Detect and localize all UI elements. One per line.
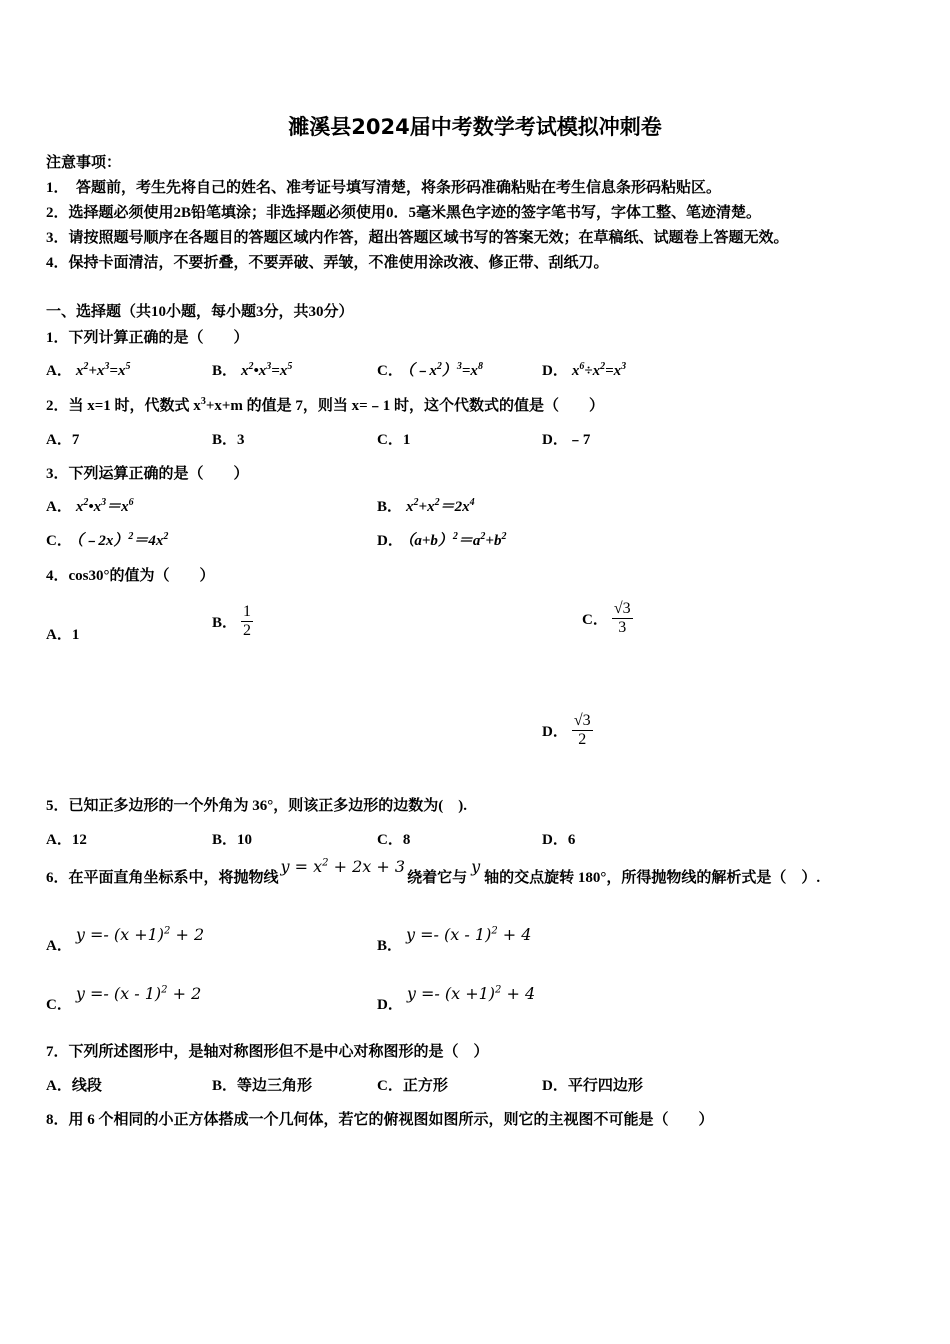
q4-option-d (542, 712, 593, 749)
q1-option-d (542, 359, 626, 380)
notice-heading: 注意事项： (46, 155, 122, 171)
q6-option-c-label: C． (46, 997, 72, 1013)
q7-option-b: B．等边三角形 (212, 1078, 313, 1094)
q1-option-a-label: A． (46, 363, 72, 379)
q2-stem: 2．当 x=1 时，代数式 $x^3+x+m$ 的值是 7，则当 x=﹣1 时，这个代数式的值是（ ） (46, 396, 604, 414)
q4-option-c-label: C． (582, 612, 608, 628)
q7-option-a: A．线段 (46, 1078, 102, 1094)
q4-stem: 4．cos30°的值为（ ） (46, 568, 215, 584)
q6-option-b-expr: y =- (x - 1)$^2$ + 4 (406, 925, 532, 944)
q4-option-d-numerator: √3 (573, 712, 591, 729)
q4-option-d-label: D． (542, 724, 568, 740)
q6-stem-post: 轴的交点旋转 180°，所得抛物线的解析式是（ ）. (484, 870, 821, 886)
q3-option-a (46, 495, 134, 516)
q6-stem-formula: $y = x^2 + 2x + 3$ (280, 857, 406, 876)
q4-option-c (582, 600, 633, 637)
q8-stem: 8．用 6 个相同的小正方体搭成一个几何体，若它的俯视图如图所示，则它的主视图不可能是（ ） (46, 1112, 714, 1128)
q3-option-b-expr: $x^2+x^2=2x^4$ (406, 497, 475, 515)
q2-option-b: B．3 (212, 432, 245, 448)
q4-option-c-numerator: √3 (613, 600, 631, 617)
q6-stem-pre: 6．在平面直角坐标系中，将抛物线 (46, 870, 279, 886)
q5-option-b: B．10 (212, 832, 253, 848)
q3-stem: 3．下列运算正确的是（ ） (46, 466, 249, 482)
q4-option-b-numerator: 1 (243, 603, 252, 620)
q3-option-b-label: B． (377, 499, 403, 515)
q1-option-d-label: D． (542, 363, 568, 379)
q3-option-d (377, 529, 506, 550)
q3-option-c-expr: $(﹣2x)^2=4x^2$ (75, 531, 169, 549)
q7-option-c: C．正方形 (377, 1078, 448, 1094)
q4-option-d-fraction (572, 712, 593, 749)
q1-option-a (46, 359, 130, 380)
q1-option-b (212, 359, 292, 380)
q1-option-c (377, 359, 483, 380)
q2-option-d: D．﹣7 (542, 432, 591, 448)
q1-option-d-expr: $x^6\div x^2=x^3$ (571, 361, 627, 379)
q1-option-a-expr: $x^2+x^3=x^5$ (75, 361, 131, 379)
q1-option-c-label: C． (377, 363, 403, 379)
q1-option-b-label: B． (212, 363, 238, 379)
q3-option-a-expr: $x^2•x^3=x^6$ (75, 497, 134, 515)
notice-item-2: 2．选择题必须使用2B铅笔填涂；非选择题必须使用0．5毫米黑色字迹的签字笔书写，字体工整、笔迹清楚。 (46, 205, 762, 221)
q5-option-a: A．12 (46, 832, 87, 848)
q2-option-c: C．1 (377, 432, 411, 448)
q5-option-d: D．6 (542, 832, 576, 848)
q2-option-a: A．7 (46, 432, 80, 448)
q1-option-b-expr: $x^2•x^3=x^5$ (241, 361, 293, 379)
q6-option-b (377, 924, 532, 954)
q6-option-d-label: D． (377, 997, 403, 1013)
q4-option-b-label: B． (212, 615, 238, 631)
q3-option-c (46, 529, 168, 550)
q4-option-b-denominator: 2 (243, 622, 252, 639)
q1-option-c-expr: $(﹣x^2)^3=x^8$ (406, 361, 483, 379)
notice-item-1: 1． 答题前，考生先将自己的姓名、准考证号填写清楚，将条形码准确粘贴在考生信息条形码粘贴区。 (46, 180, 722, 196)
notice-item-3: 3．请按照题号顺序在各题目的答题区域内作答，超出答题区域书写的答案无效；在草稿纸、试题卷上答题无效。 (46, 230, 789, 246)
q7-stem: 7．下列所述图形中，是轴对称图形但不是中心对称图形的是（ ） (46, 1044, 489, 1060)
q1-stem: 1．下列计算正确的是（ ） (46, 330, 249, 346)
q6-option-c-expr: y =- (x - 1)$^2$ + 2 (75, 984, 202, 1003)
q6-option-a-label: A． (46, 938, 72, 954)
q5-option-c: C．8 (377, 832, 411, 848)
section-heading: 一、选择题（共10小题，每小题3分，共30分） (46, 304, 354, 320)
q6-option-d (377, 983, 536, 1013)
q6-option-a-expr: $y =- (x +1)^2 + 2$ (75, 925, 205, 944)
q4-option-b (212, 603, 253, 640)
q6-option-d-expr: $y =- (x +1)^2 + 4$ (406, 984, 536, 1003)
q4-option-c-denominator: 3 (612, 618, 633, 637)
q4-option-d-denominator: 2 (572, 730, 593, 749)
q6-stem (46, 857, 821, 887)
q6-option-a (46, 924, 205, 954)
q3-option-a-label: A． (46, 499, 72, 515)
q3-option-c-label: C． (46, 533, 72, 549)
q4-option-c-fraction (612, 600, 633, 637)
q3-option-d-label: D． (377, 533, 403, 549)
page-title: 濉溪县2024届中考数学考试模拟冲刺卷 (288, 115, 662, 139)
q4-option-b-fraction (241, 603, 253, 640)
q6-stem-y: y (471, 857, 481, 876)
q3-option-d-expr: $(a+b)^2=a^2+b^2$ (406, 531, 507, 549)
q6-option-c (46, 983, 202, 1013)
q6-option-b-label: B． (377, 938, 403, 954)
q4-option-a: A．1 (46, 627, 80, 643)
q7-option-d: D．平行四边形 (542, 1078, 643, 1094)
notice-item-4: 4．保持卡面清洁，不要折叠，不要弄破、弄皱，不准使用涂改液、修正带、刮纸刀。 (46, 255, 609, 271)
q3-option-b (377, 495, 475, 516)
q6-stem-mid: 绕着它与 (407, 870, 468, 886)
q5-stem: 5．已知正多边形的一个外角为 36°，则该正多边形的边数为( ). (46, 798, 467, 814)
